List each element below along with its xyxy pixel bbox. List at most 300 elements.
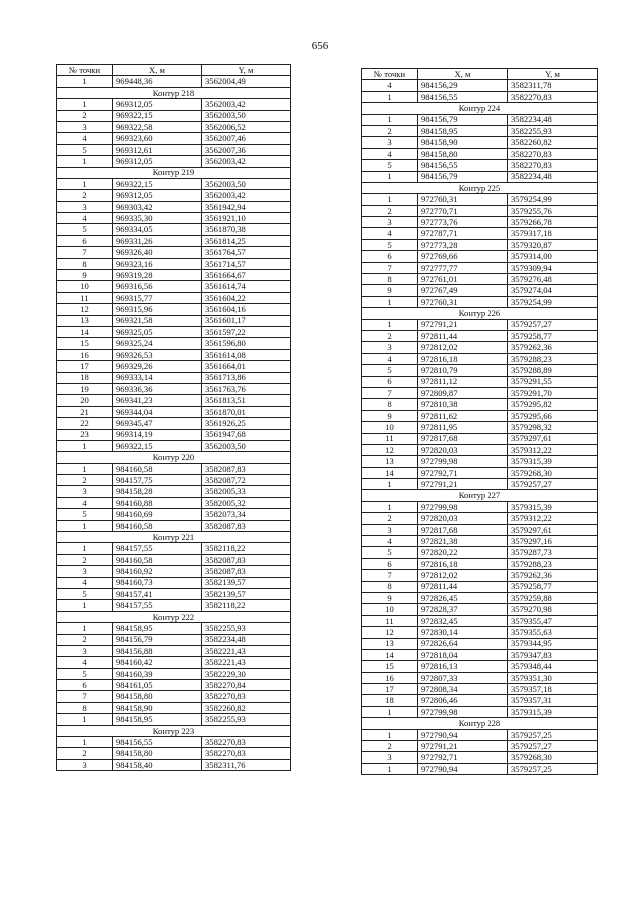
contour-header-row xyxy=(362,103,598,114)
point-number-cell: 17 xyxy=(362,684,418,695)
point-number-cell: 19 xyxy=(57,383,113,394)
point-number-cell: 2 xyxy=(362,741,418,752)
coord-y-cell: 3579314,00 xyxy=(508,251,598,262)
coord-y-cell: 3579266,78 xyxy=(508,217,598,228)
table-row xyxy=(362,387,598,398)
point-number-cell: 5 xyxy=(362,239,418,250)
coord-x-cell: 969334,05 xyxy=(113,224,202,235)
coord-y-cell: 3582087,83 xyxy=(202,463,291,474)
coord-y-cell: 3561814,25 xyxy=(202,235,291,246)
coord-x-cell: 972807,33 xyxy=(418,672,508,683)
point-number-cell: 7 xyxy=(362,387,418,398)
table-row xyxy=(362,604,598,615)
coordinates-table-left xyxy=(56,64,291,771)
table-row xyxy=(57,247,291,258)
table-row xyxy=(57,144,291,155)
coord-x-cell: 972799,98 xyxy=(418,706,508,717)
coord-x-cell: 984157,75 xyxy=(113,475,202,486)
coord-y-cell: 3561870,38 xyxy=(202,224,291,235)
coord-y-cell: 3579268,30 xyxy=(508,752,598,763)
coord-x-cell: 969312,05 xyxy=(113,156,202,167)
coord-x-cell: 969331,26 xyxy=(113,235,202,246)
table-row xyxy=(57,645,291,656)
table-row xyxy=(362,342,598,353)
point-number-cell: 3 xyxy=(362,217,418,228)
contour-header-row xyxy=(362,308,598,319)
coord-y-cell: 3582270,83 xyxy=(508,91,598,102)
coord-y-cell: 3582311,76 xyxy=(202,759,291,770)
point-number-cell: 3 xyxy=(57,645,113,656)
coord-x-cell: 972760,31 xyxy=(418,194,508,205)
table-row xyxy=(362,285,598,296)
point-number-cell: 10 xyxy=(362,422,418,433)
table-row xyxy=(57,748,291,759)
coord-x-cell: 972817,68 xyxy=(418,524,508,535)
table-row xyxy=(57,657,291,668)
table-row xyxy=(57,270,291,281)
table-row xyxy=(362,171,598,182)
point-number-cell: 3 xyxy=(57,486,113,497)
table-row xyxy=(362,752,598,763)
table-row xyxy=(57,588,291,599)
point-number-cell: 2 xyxy=(57,475,113,486)
point-number-cell: 4 xyxy=(57,133,113,144)
point-number-cell: 1 xyxy=(57,543,113,554)
table-row xyxy=(57,395,291,406)
coord-y-cell: 3582270,83 xyxy=(202,691,291,702)
coord-y-cell: 3579254,99 xyxy=(508,296,598,307)
table-row xyxy=(362,592,598,603)
coord-y-cell: 3582260,82 xyxy=(508,137,598,148)
table-row xyxy=(57,714,291,725)
coord-y-cell: 3561947,68 xyxy=(202,429,291,440)
coord-x-cell: 969316,56 xyxy=(113,281,202,292)
table-row xyxy=(57,349,291,360)
coord-y-cell: 3562004,49 xyxy=(202,76,291,87)
table-row xyxy=(362,262,598,273)
point-number-cell: 1 xyxy=(57,440,113,451)
table-row xyxy=(362,706,598,717)
coord-y-cell: 3561664,01 xyxy=(202,361,291,372)
point-number-cell: 7 xyxy=(362,262,418,273)
coord-y-cell: 3582270,83 xyxy=(508,160,598,171)
table-row xyxy=(362,399,598,410)
coord-y-cell: 3562003,50 xyxy=(202,440,291,451)
coord-x-cell: 972810,79 xyxy=(418,365,508,376)
table-header-row xyxy=(362,69,598,80)
coord-x-cell: 972792,71 xyxy=(418,467,508,478)
coord-y-cell: 3582118,22 xyxy=(202,600,291,611)
coord-x-cell: 972761,01 xyxy=(418,274,508,285)
point-number-cell: 20 xyxy=(57,395,113,406)
table-row xyxy=(362,376,598,387)
contour-label: Контур 222 xyxy=(57,611,291,622)
point-number-cell: 6 xyxy=(362,251,418,262)
table-row xyxy=(362,479,598,490)
coord-y-cell: 3582234,48 xyxy=(202,634,291,645)
coord-x-cell: 969345,47 xyxy=(113,418,202,429)
coord-x-cell: 984160,58 xyxy=(113,520,202,531)
coord-y-cell: 3582270,83 xyxy=(508,148,598,159)
point-number-cell: 4 xyxy=(57,497,113,508)
table-row xyxy=(57,372,291,383)
point-number-cell: 2 xyxy=(57,190,113,201)
point-number-cell: 5 xyxy=(57,668,113,679)
point-number-cell: 6 xyxy=(362,558,418,569)
point-number-cell: 2 xyxy=(362,205,418,216)
contour-header-row xyxy=(57,452,291,463)
coord-y-cell: 3579295,66 xyxy=(508,410,598,421)
contour-label: Контур 221 xyxy=(57,532,291,543)
coord-x-cell: 972806,46 xyxy=(418,695,508,706)
table-row xyxy=(362,160,598,171)
table-row xyxy=(362,467,598,478)
coord-x-cell: 972791,21 xyxy=(418,479,508,490)
point-number-cell: 11 xyxy=(57,292,113,303)
coord-y-cell: 3582118,22 xyxy=(202,543,291,554)
point-number-cell: 10 xyxy=(57,281,113,292)
point-number-cell: 1 xyxy=(57,737,113,748)
coord-x-cell: 984156,79 xyxy=(418,114,508,125)
coord-y-cell: 3561596,80 xyxy=(202,338,291,349)
table-body-right xyxy=(362,80,598,775)
point-number-cell: 4 xyxy=(362,80,418,91)
table-row xyxy=(57,486,291,497)
point-number-cell: 18 xyxy=(57,372,113,383)
point-number-cell: 1 xyxy=(362,729,418,740)
coord-x-cell: 984156,29 xyxy=(418,80,508,91)
contour-label: Контур 220 xyxy=(57,452,291,463)
point-number-cell: 15 xyxy=(57,338,113,349)
point-number-cell: 7 xyxy=(57,691,113,702)
table-row xyxy=(362,627,598,638)
point-number-cell: 12 xyxy=(57,304,113,315)
point-number-cell: 5 xyxy=(57,588,113,599)
coord-x-cell: 984160,92 xyxy=(113,566,202,577)
table-row xyxy=(57,429,291,440)
table-row xyxy=(362,330,598,341)
table-row xyxy=(57,509,291,520)
coord-x-cell: 984161,05 xyxy=(113,680,202,691)
coord-x-cell: 984158,80 xyxy=(113,691,202,702)
table-row xyxy=(362,570,598,581)
coord-x-cell: 972811,62 xyxy=(418,410,508,421)
coord-y-cell: 3562007,36 xyxy=(202,144,291,155)
coord-y-cell: 3562003,50 xyxy=(202,110,291,121)
coord-x-cell: 969315,77 xyxy=(113,292,202,303)
coord-y-cell: 3562003,42 xyxy=(202,190,291,201)
point-number-cell: 9 xyxy=(362,592,418,603)
point-number-cell: 3 xyxy=(362,137,418,148)
table-row xyxy=(57,110,291,121)
point-number-cell: 1 xyxy=(362,706,418,717)
contour-header-row xyxy=(57,87,291,98)
table-row xyxy=(57,577,291,588)
coord-x-cell: 972818,04 xyxy=(418,649,508,660)
table-row xyxy=(362,741,598,752)
table-row xyxy=(362,547,598,558)
coord-y-cell: 3561763,76 xyxy=(202,383,291,394)
table-row xyxy=(57,326,291,337)
coord-x-cell: 972777,77 xyxy=(418,262,508,273)
table-row xyxy=(362,353,598,364)
coord-y-cell: 3562003,50 xyxy=(202,178,291,189)
coord-x-cell: 969312,05 xyxy=(113,99,202,110)
table-row xyxy=(57,623,291,634)
coord-y-cell: 3579288,89 xyxy=(508,365,598,376)
table-row xyxy=(57,156,291,167)
coord-x-cell: 984156,55 xyxy=(418,91,508,102)
table-row xyxy=(57,634,291,645)
point-number-cell: 1 xyxy=(362,501,418,512)
coord-y-cell: 3582270,83 xyxy=(202,737,291,748)
point-number-cell: 1 xyxy=(57,520,113,531)
table-row xyxy=(57,566,291,577)
coord-y-cell: 3561601,17 xyxy=(202,315,291,326)
table-row xyxy=(362,319,598,330)
coord-x-cell: 972791,21 xyxy=(418,741,508,752)
table-row xyxy=(362,433,598,444)
table-row xyxy=(57,600,291,611)
header-point-number: № точки xyxy=(57,65,113,76)
coord-x-cell: 972811,44 xyxy=(418,581,508,592)
coord-y-cell: 3579257,27 xyxy=(508,319,598,330)
coord-y-cell: 3579258,77 xyxy=(508,330,598,341)
table-row xyxy=(57,133,291,144)
table-row xyxy=(57,292,291,303)
table-row xyxy=(57,543,291,554)
coord-x-cell: 969322,58 xyxy=(113,121,202,132)
point-number-cell: 1 xyxy=(362,171,418,182)
coord-x-cell: 969336,36 xyxy=(113,383,202,394)
point-number-cell: 8 xyxy=(57,702,113,713)
contour-header-row xyxy=(57,725,291,736)
coord-x-cell: 972808,34 xyxy=(418,684,508,695)
coord-y-cell: 3579257,25 xyxy=(508,729,598,740)
coord-x-cell: 984160,58 xyxy=(113,554,202,565)
coord-x-cell: 984156,79 xyxy=(113,634,202,645)
contour-label: Контур 225 xyxy=(362,182,598,193)
coord-x-cell: 972811,44 xyxy=(418,330,508,341)
coord-y-cell: 3582221,43 xyxy=(202,657,291,668)
coord-x-cell: 984158,40 xyxy=(113,759,202,770)
table-row xyxy=(57,406,291,417)
point-number-cell: 12 xyxy=(362,444,418,455)
table-row xyxy=(57,76,291,87)
coord-y-cell: 3579315,39 xyxy=(508,501,598,512)
point-number-cell: 5 xyxy=(362,365,418,376)
coord-x-cell: 972816,18 xyxy=(418,558,508,569)
coord-y-cell: 3579355,63 xyxy=(508,627,598,638)
coord-y-cell: 3562007,46 xyxy=(202,133,291,144)
coord-x-cell: 969322,15 xyxy=(113,440,202,451)
coord-x-cell: 969333,14 xyxy=(113,372,202,383)
point-number-cell: 1 xyxy=(362,91,418,102)
point-number-cell: 2 xyxy=(362,125,418,136)
point-number-cell: 3 xyxy=(57,201,113,212)
coord-x-cell: 972773,76 xyxy=(418,217,508,228)
contour-label: Контур 223 xyxy=(57,725,291,736)
coord-y-cell: 3579295,82 xyxy=(508,399,598,410)
coord-y-cell: 3579344,95 xyxy=(508,638,598,649)
table-row xyxy=(57,554,291,565)
table-row xyxy=(362,661,598,672)
coord-x-cell: 969314,19 xyxy=(113,429,202,440)
coord-x-cell: 969315,96 xyxy=(113,304,202,315)
table-row xyxy=(362,365,598,376)
header-x: X, м xyxy=(418,69,508,80)
point-number-cell: 14 xyxy=(57,326,113,337)
point-number-cell: 9 xyxy=(57,270,113,281)
point-number-cell: 1 xyxy=(57,463,113,474)
table-row xyxy=(362,205,598,216)
point-number-cell: 1 xyxy=(57,76,113,87)
table-row xyxy=(362,729,598,740)
coord-y-cell: 3579259,88 xyxy=(508,592,598,603)
table-row xyxy=(362,558,598,569)
coord-x-cell: 984156,55 xyxy=(113,737,202,748)
point-number-cell: 7 xyxy=(57,247,113,258)
table-row xyxy=(362,444,598,455)
coord-x-cell: 984157,41 xyxy=(113,588,202,599)
coord-y-cell: 3579291,55 xyxy=(508,376,598,387)
point-number-cell: 6 xyxy=(57,680,113,691)
point-number-cell: 12 xyxy=(362,627,418,638)
coord-y-cell: 3561604,22 xyxy=(202,292,291,303)
coord-y-cell: 3579298,32 xyxy=(508,422,598,433)
point-number-cell: 1 xyxy=(57,156,113,167)
coord-y-cell: 3579315,39 xyxy=(508,456,598,467)
coord-y-cell: 3579347,83 xyxy=(508,649,598,660)
coord-y-cell: 3562003,42 xyxy=(202,99,291,110)
table-row xyxy=(57,463,291,474)
coord-y-cell: 3582255,93 xyxy=(508,125,598,136)
contour-label: Контур 228 xyxy=(362,718,598,729)
table-row xyxy=(362,194,598,205)
point-number-cell: 14 xyxy=(362,467,418,478)
contour-label: Контур 224 xyxy=(362,103,598,114)
table-row xyxy=(362,217,598,228)
table-row xyxy=(57,520,291,531)
point-number-cell: 1 xyxy=(362,296,418,307)
point-number-cell: 9 xyxy=(362,285,418,296)
point-number-cell: 3 xyxy=(57,121,113,132)
point-number-cell: 5 xyxy=(57,224,113,235)
coord-x-cell: 969321,58 xyxy=(113,315,202,326)
coord-x-cell: 972799,98 xyxy=(418,501,508,512)
coord-x-cell: 972820,03 xyxy=(418,444,508,455)
coord-y-cell: 3579315,39 xyxy=(508,706,598,717)
contour-header-row xyxy=(57,532,291,543)
point-number-cell: 3 xyxy=(57,566,113,577)
coord-y-cell: 3579291,70 xyxy=(508,387,598,398)
coord-x-cell: 969323,16 xyxy=(113,258,202,269)
point-number-cell: 8 xyxy=(362,274,418,285)
coord-y-cell: 3561813,51 xyxy=(202,395,291,406)
coord-x-cell: 972830,14 xyxy=(418,627,508,638)
header-point-number: № точки xyxy=(362,69,418,80)
coord-y-cell: 3579288,23 xyxy=(508,353,598,364)
coord-x-cell: 969341,23 xyxy=(113,395,202,406)
coord-x-cell: 984158,80 xyxy=(418,148,508,159)
table-row xyxy=(57,418,291,429)
coord-x-cell: 984157,55 xyxy=(113,600,202,611)
coord-y-cell: 3582255,93 xyxy=(202,623,291,634)
coord-y-cell: 3561921,10 xyxy=(202,213,291,224)
table-row xyxy=(362,536,598,547)
coord-x-cell: 969312,05 xyxy=(113,190,202,201)
point-number-cell: 5 xyxy=(362,547,418,558)
coord-x-cell: 969322,15 xyxy=(113,178,202,189)
coord-x-cell: 984160,69 xyxy=(113,509,202,520)
contour-label: Контур 218 xyxy=(57,87,291,98)
coord-y-cell: 3579288,23 xyxy=(508,558,598,569)
table-row xyxy=(57,235,291,246)
point-number-cell: 2 xyxy=(57,634,113,645)
coord-y-cell: 3579312,22 xyxy=(508,444,598,455)
coord-y-cell: 3561614,08 xyxy=(202,349,291,360)
table-row xyxy=(57,315,291,326)
coordinates-table-right xyxy=(361,68,598,775)
coord-x-cell: 969322,15 xyxy=(113,110,202,121)
point-number-cell: 8 xyxy=(362,399,418,410)
point-number-cell: 14 xyxy=(362,649,418,660)
coord-x-cell: 972810,38 xyxy=(418,399,508,410)
coord-x-cell: 984158,80 xyxy=(113,748,202,759)
coord-x-cell: 972773,28 xyxy=(418,239,508,250)
coord-x-cell: 984157,55 xyxy=(113,543,202,554)
table-row xyxy=(57,737,291,748)
coord-x-cell: 984158,95 xyxy=(113,623,202,634)
coord-x-cell: 984160,73 xyxy=(113,577,202,588)
coord-y-cell: 3582087,83 xyxy=(202,566,291,577)
point-number-cell: 22 xyxy=(57,418,113,429)
point-number-cell: 1 xyxy=(362,194,418,205)
coord-y-cell: 3579357,18 xyxy=(508,684,598,695)
point-number-cell: 13 xyxy=(362,638,418,649)
coord-y-cell: 3561926,25 xyxy=(202,418,291,429)
coord-x-cell: 972820,22 xyxy=(418,547,508,558)
coord-y-cell: 3579262,36 xyxy=(508,570,598,581)
point-number-cell: 9 xyxy=(362,410,418,421)
coord-y-cell: 3579357,31 xyxy=(508,695,598,706)
table-row xyxy=(57,224,291,235)
contour-header-row xyxy=(362,182,598,193)
coord-x-cell: 972812,02 xyxy=(418,570,508,581)
table-row xyxy=(57,99,291,110)
point-number-cell: 2 xyxy=(57,110,113,121)
coord-y-cell: 3582087,72 xyxy=(202,475,291,486)
table-row xyxy=(57,304,291,315)
coord-x-cell: 984160,39 xyxy=(113,668,202,679)
coord-y-cell: 3579257,27 xyxy=(508,741,598,752)
coord-y-cell: 3582087,83 xyxy=(202,554,291,565)
point-number-cell: 21 xyxy=(57,406,113,417)
point-number-cell: 13 xyxy=(362,456,418,467)
coord-y-cell: 3579297,16 xyxy=(508,536,598,547)
coord-x-cell: 972792,71 xyxy=(418,752,508,763)
point-number-cell: 2 xyxy=(362,330,418,341)
point-number-cell: 5 xyxy=(362,160,418,171)
coord-y-cell: 3579254,99 xyxy=(508,194,598,205)
point-number-cell: 1 xyxy=(57,178,113,189)
point-number-cell: 23 xyxy=(57,429,113,440)
coord-x-cell: 972770,71 xyxy=(418,205,508,216)
table-row xyxy=(362,763,598,774)
table-row xyxy=(57,475,291,486)
coord-x-cell: 969325,05 xyxy=(113,326,202,337)
coord-y-cell: 3582311,78 xyxy=(508,80,598,91)
